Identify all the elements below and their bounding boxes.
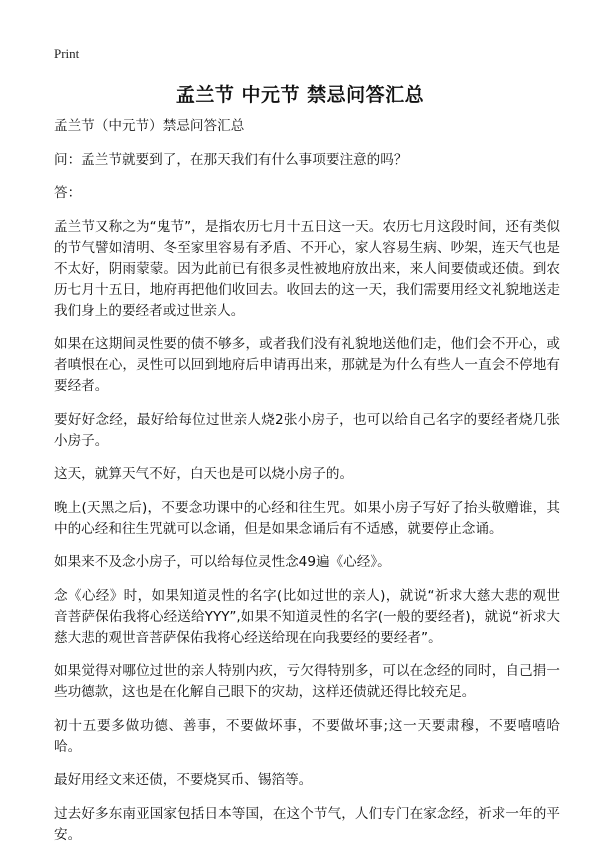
paragraph: 初十五要多做功德、善事，不要做坏事，不要做坏事;这一天要肃穆，不要嘻嘻哈哈。 (54, 717, 560, 755)
paragraph: 要好好念经，最好给每位过世亲人烧2张小房子，也可以给自己名字的要经者烧几张小房子。 (54, 411, 560, 449)
paragraph: 如果来不及念小房子，可以给每位灵性念49遍《心经》。 (54, 554, 391, 570)
print-link[interactable]: Print (54, 46, 80, 61)
paragraph: 这天，就算天气不好，白天也是可以烧小房子的。 (54, 466, 354, 482)
answer-label: 答： (54, 185, 82, 201)
paragraph: 最好用经文来还债，不要烧冥币、锡箔等。 (54, 772, 313, 788)
article-body (54, 116, 560, 858)
paragraph: 念《心经》时，如果知道灵性的名字(比如过世的亲人)，就说“祈求大慈大悲的观世音菩萨保佑我将心经送给YYY”,如果不知道灵性的名字(一般的要经者)，就说“祈求大慈大悲的观世音菩萨保佑我将心经送给现在向我要经的要经者”。 (54, 587, 560, 646)
paragraph: 孟兰节又称之为“鬼节”，是指农历七月十五日这一天。农历七月这段时间，还有类似的节气譬如清明、冬至家里容易有矛盾、不开心，家人容易生病、吵架，连天气也是不太好，阴雨蒙蒙。因为此前已有很多灵性被地府放出来，来人间要债或还债。到农历七月十五日，地府再把他们收回去。收回去的这一天，我们需要用经文礼貌地送走我们身上的要经者或过世亲人。 (54, 218, 560, 319)
question: 问：孟兰节就要到了，在那天我们有什么事项要注意的吗？ (54, 151, 408, 168)
paragraph: 如果觉得对哪位过世的亲人特别内疚，亏欠得特别多，可以在念经的同时，自己捐一些功德款，这也是在化解自己眼下的灾劫，这样还债就还得比较充足。 (54, 663, 560, 700)
paragraph: 过去好多东南亚国家包括日本等国，在这个节气，人们专门在家念经，祈求一年的平安。 (54, 805, 560, 843)
paragraph: 晚上(天黑之后)，不要念功课中的心经和往生咒。如果小房子写好了抬头敬赠谁，其中的心经和往生咒就可以念诵，但是如果念诵后有不适感，就要停止念诵。 (54, 499, 560, 537)
subtitle: 孟兰节（中元节）禁忌问答汇总 (54, 118, 245, 134)
page-title: 孟兰节 中元节 禁忌问答汇总 (175, 84, 425, 106)
paragraph: 如果在这期间灵性要的债不够多，或者我们没有礼貌地送他们走，他们会不开心，或者嗔恨在心，灵性可以回到地府后申请再出来，那就是为什么有些人一直会不停地有要经者。 (54, 336, 560, 394)
